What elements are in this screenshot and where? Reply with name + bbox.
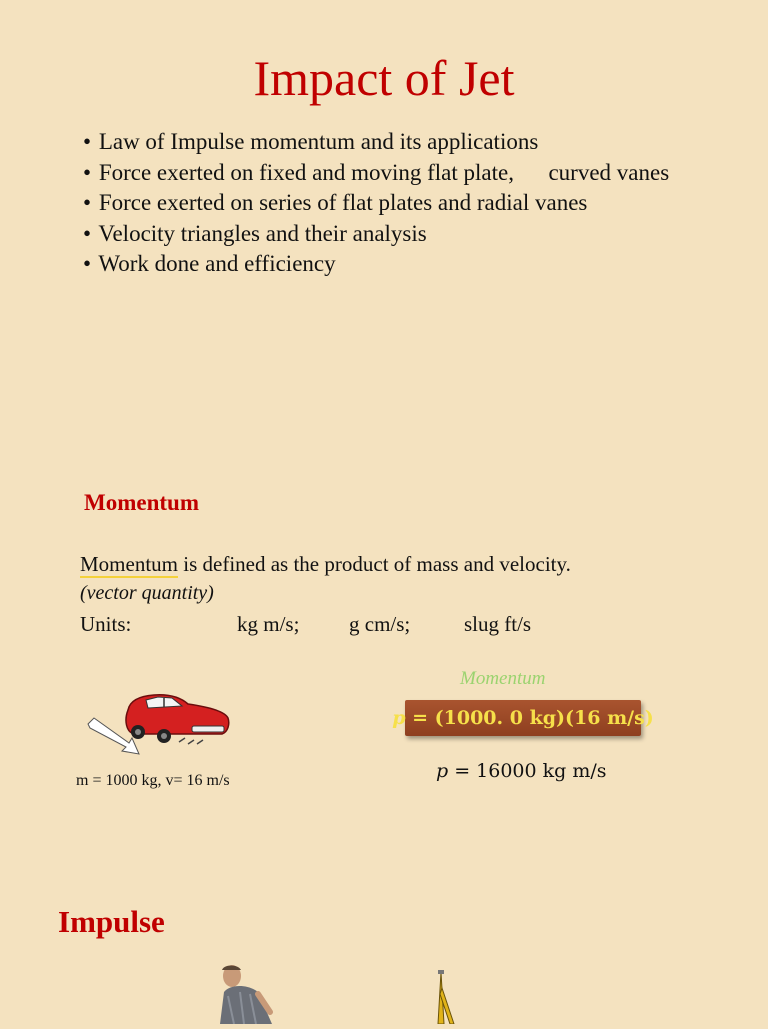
vector-note: (vector quantity) xyxy=(80,582,214,604)
result-expression: = 16000 kg m/s xyxy=(448,760,607,782)
car-icon xyxy=(126,695,229,744)
momentum-label: Momentum xyxy=(460,668,546,689)
person-illustration xyxy=(214,962,284,1029)
result-variable: p xyxy=(436,760,449,782)
topic-item: • Force exerted on series of flat plates and radial vanes xyxy=(83,190,588,215)
units-label: Units: xyxy=(80,612,132,636)
pole-icon xyxy=(438,970,454,1024)
unit-si: kg m/s; xyxy=(237,612,300,636)
topic-list xyxy=(83,127,703,280)
momentum-heading: Momentum xyxy=(84,490,199,515)
pole-illustration xyxy=(432,968,472,1029)
person-icon xyxy=(220,965,272,1024)
car-illustration xyxy=(84,688,234,763)
definition-term: Momentum xyxy=(80,552,178,576)
unit-cgs: g cm/s; xyxy=(349,612,411,636)
topic-item: • Force exerted on fixed and moving flat plate, curved vanes xyxy=(83,159,670,185)
definition-text: is defined as the product of mass and velocity. xyxy=(178,552,571,576)
momentum-definition xyxy=(80,550,571,578)
unit-fps: slug ft/s xyxy=(464,612,532,636)
topic-item: • Velocity triangles and their analysis xyxy=(83,220,427,246)
topic-item: • Work done and efficiency xyxy=(83,251,336,276)
page-title: Impact of Jet xyxy=(253,50,515,106)
topic-item: • Law of Impulse momentum and its applications xyxy=(83,129,539,154)
formula-expression: = (1000. 0 kg)(16 m/s) xyxy=(405,707,654,729)
car-caption: m = 1000 kg, v= 16 m/s xyxy=(76,772,230,789)
momentum-result xyxy=(436,760,607,782)
impulse-heading: Impulse xyxy=(58,904,165,939)
momentum-formula xyxy=(392,700,654,736)
formula-variable: p xyxy=(392,707,406,729)
